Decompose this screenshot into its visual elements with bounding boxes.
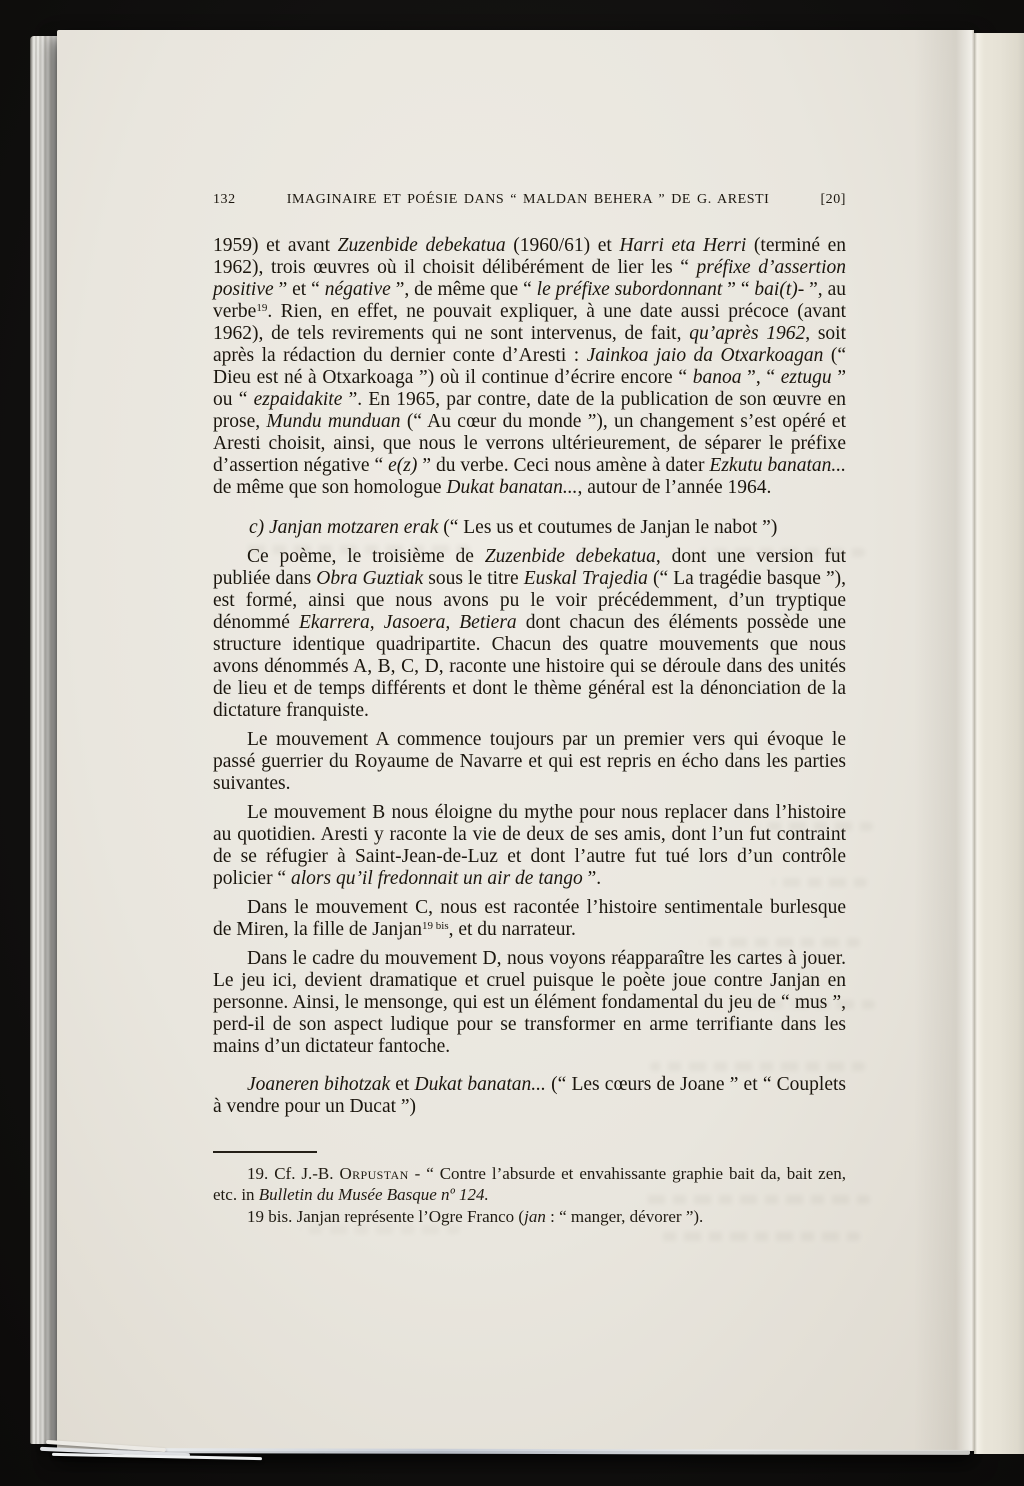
italic-title: qu’après 1962	[689, 323, 806, 344]
paragraph	[213, 802, 846, 890]
bottom-page-edge	[118, 1448, 970, 1455]
italic-title: Zuzenbide debekatua	[484, 546, 656, 567]
italic-title: jan	[524, 1207, 546, 1226]
text-run: 19 bis. Janjan représente l’Ogre Franco (	[247, 1207, 525, 1226]
text-run: 1959) et avant	[213, 235, 338, 256]
text-run: de même que son homologue	[213, 477, 447, 498]
text-run: Le mouvement A commence toujours par un premier vers qui évoque le passé guerrier du Royaume de Navarre et qui est repris en écho dans les parties suivantes.	[213, 729, 846, 794]
text-run: , soit après la rédaction du dernier conte d’Aresti :	[213, 323, 847, 366]
text-run: (“ Les cœurs de Joane ” et “ Couplets à vendre pour un Ducat ”)	[213, 1074, 846, 1117]
italic-title: bai(t)-	[754, 279, 805, 300]
ink-bleed-artifact	[650, 1062, 865, 1071]
ink-bleed-artifact	[660, 1232, 860, 1241]
ink-bleed-artifact	[240, 545, 470, 554]
running-header	[213, 192, 846, 208]
text-run: ”. En 1965, par contre, date de la publication de son œuvre en prose,	[213, 389, 846, 432]
italic-title: ezpaidakite	[253, 389, 343, 410]
text-run: ” et “	[273, 279, 325, 300]
text-run: dont chacun des éléments possède une structure identique quadripartite. Chacun des quatre mouvements que nous avons dénommés A, B, C, D, raconte une histoire qui se déroule dans des unités de lieu et de temps différents et dont le thème général est la dénonciation de la dictature franquiste.	[213, 612, 846, 721]
text-run: : “ manger, dévorer ”).	[545, 1207, 704, 1226]
paragraph	[213, 897, 846, 941]
italic-title: c) Janjan motzaren erak	[249, 517, 439, 538]
section-heading	[213, 517, 846, 539]
italic-title: alors qu’il fredonnait un air de tango	[290, 868, 583, 889]
text-run: 19. Cf. J.-B.	[247, 1164, 340, 1183]
italic-title: Dukat banatan...	[446, 477, 578, 498]
text-run: (“ Dieu est né à Otxarkoaga ”) où il continue d’écrire encore “	[213, 345, 847, 388]
ink-bleed-artifact	[300, 1225, 460, 1234]
text-run: , et du narrateur.	[448, 919, 576, 940]
footnotes	[213, 1151, 846, 1228]
italic-title: Mundu munduan	[266, 411, 401, 432]
page-stack-edges	[30, 36, 58, 1444]
italic-title: Joaneren bihotzak	[247, 1074, 391, 1095]
ink-bleed-artifact	[700, 548, 865, 557]
text-run: ”, de même que “	[390, 279, 537, 300]
text-column	[213, 30, 846, 1228]
text-run: (1960/61) et	[505, 235, 620, 256]
facing-page-edge	[974, 33, 1024, 1454]
italic-title: banoa	[692, 367, 742, 388]
ink-bleed-artifact	[640, 1195, 870, 1204]
text-run: ” ou “	[213, 367, 847, 410]
text-run: Dans le cadre du mouvement D, nous voyons réapparaître les cartes à jouer. Le jeu ici, devient dramatique et cruel puisque le poète joue contre Janjan en personne. Ainsi, le mensonge, qui est un élément fondamental du jeu de “ mus ”, perd-il de son aspect ludique pour se transformer en arme terrifiante dans les mains d’un dictateur fantoche.	[213, 948, 846, 1057]
italic-title: Jainkoa jaio da Otxarkoagan	[586, 345, 824, 366]
italic-title: Bulletin du Musée Basque nº 124.	[258, 1184, 489, 1204]
text-run: Ce poème, le troisième de	[247, 546, 485, 567]
text-run: ” “	[722, 279, 755, 300]
text-run: sous le titre	[423, 568, 524, 589]
text-run: ” du verbe. Ceci nous amène à dater	[417, 455, 710, 476]
footnote-rule	[213, 1151, 317, 1153]
paragraph	[213, 729, 846, 795]
text-run: - “ Contre l’absurde et envahissante graphie bait da, bait zen, etc. in	[213, 1164, 846, 1204]
text-run: Orpustan	[339, 1164, 409, 1183]
text-run: ”.	[582, 868, 602, 889]
italic-title: Harri eta Herri	[619, 235, 747, 256]
body-text	[213, 235, 846, 1118]
paragraph	[213, 1074, 846, 1118]
text-run: Le mouvement B nous éloigne du mythe pour nous replacer dans l’histoire au quotidien. Aresti y raconte la vie de deux de ses amis, dont l’un fut contraint de se réfugier à Saint-Jean-de-Luz et dont l’autre fut tué lors d’un contrôle policier “	[213, 802, 846, 889]
page-number: 132	[213, 192, 236, 207]
text-run: ”, au verbe	[213, 279, 847, 322]
italic-title: eztugu	[780, 367, 832, 388]
ink-bleed-artifact	[745, 1000, 875, 1009]
text-run: , autour de l’année 1964.	[577, 477, 772, 498]
ink-bleed-artifact	[758, 822, 873, 831]
ink-bleed-artifact	[700, 938, 860, 947]
italic-title: Dukat banatan...	[414, 1074, 546, 1095]
italic-title: préfixe d’assertion positive	[213, 257, 846, 300]
text-run: ”, “	[741, 367, 781, 388]
text-run: (“ Les us et coutumes de Janjan le nabot ”)	[438, 517, 778, 538]
text-run: et	[390, 1074, 415, 1095]
running-title: IMAGINAIRE ET POÉSIE DANS “ MALDAN BEHERA ” DE G. ARESTI	[286, 192, 770, 207]
text-run: . Rien, en effet, ne pouvait expliquer, à une date aussi précoce (avant 1962), de tels revirements qui ne sont intervenus, de fait,	[213, 301, 846, 344]
paragraph	[213, 235, 846, 499]
italic-title: le préfixe subordonnant	[536, 279, 723, 300]
paragraph-ref: [20]	[820, 192, 846, 207]
italic-title: Ekarrera, Jasoera, Betiera	[298, 612, 517, 633]
italic-title: Ezkutu banatan...	[709, 455, 846, 476]
paragraph	[213, 546, 846, 722]
italic-title: Zuzenbide debekatua	[337, 235, 506, 256]
text-run: (terminé en 1962), trois œuvres où il choisit délibérément de lier les “	[213, 235, 846, 278]
italic-title: Euskal Trajedia	[523, 568, 648, 589]
footnote-reference: 19	[256, 302, 268, 314]
text-run: (“ La tragédie basque ”), est formé, ainsi que nous avons pu le voir précédemment, d’un tryptique dénommé	[213, 568, 847, 633]
text-run: , dont une version fut publiée dans	[213, 546, 847, 589]
ink-bleed-artifact	[772, 878, 867, 887]
italic-title: e(z)	[388, 455, 418, 476]
italic-title: Obra Guztiak	[316, 568, 424, 589]
footnote-reference: 19 bis	[422, 920, 449, 932]
text-run: Dans le mouvement C, nous est racontée l’histoire sentimentale burlesque de Miren, la fille de Janjan	[213, 897, 846, 940]
text-run: (“ Au cœur du monde ”), un changement s’est opéré et Aresti choisit, ainsi, que nous le verrons ultérieurement, de séparer le préfixe d’assertion négative “	[213, 411, 846, 476]
italic-title: négative	[324, 279, 391, 300]
